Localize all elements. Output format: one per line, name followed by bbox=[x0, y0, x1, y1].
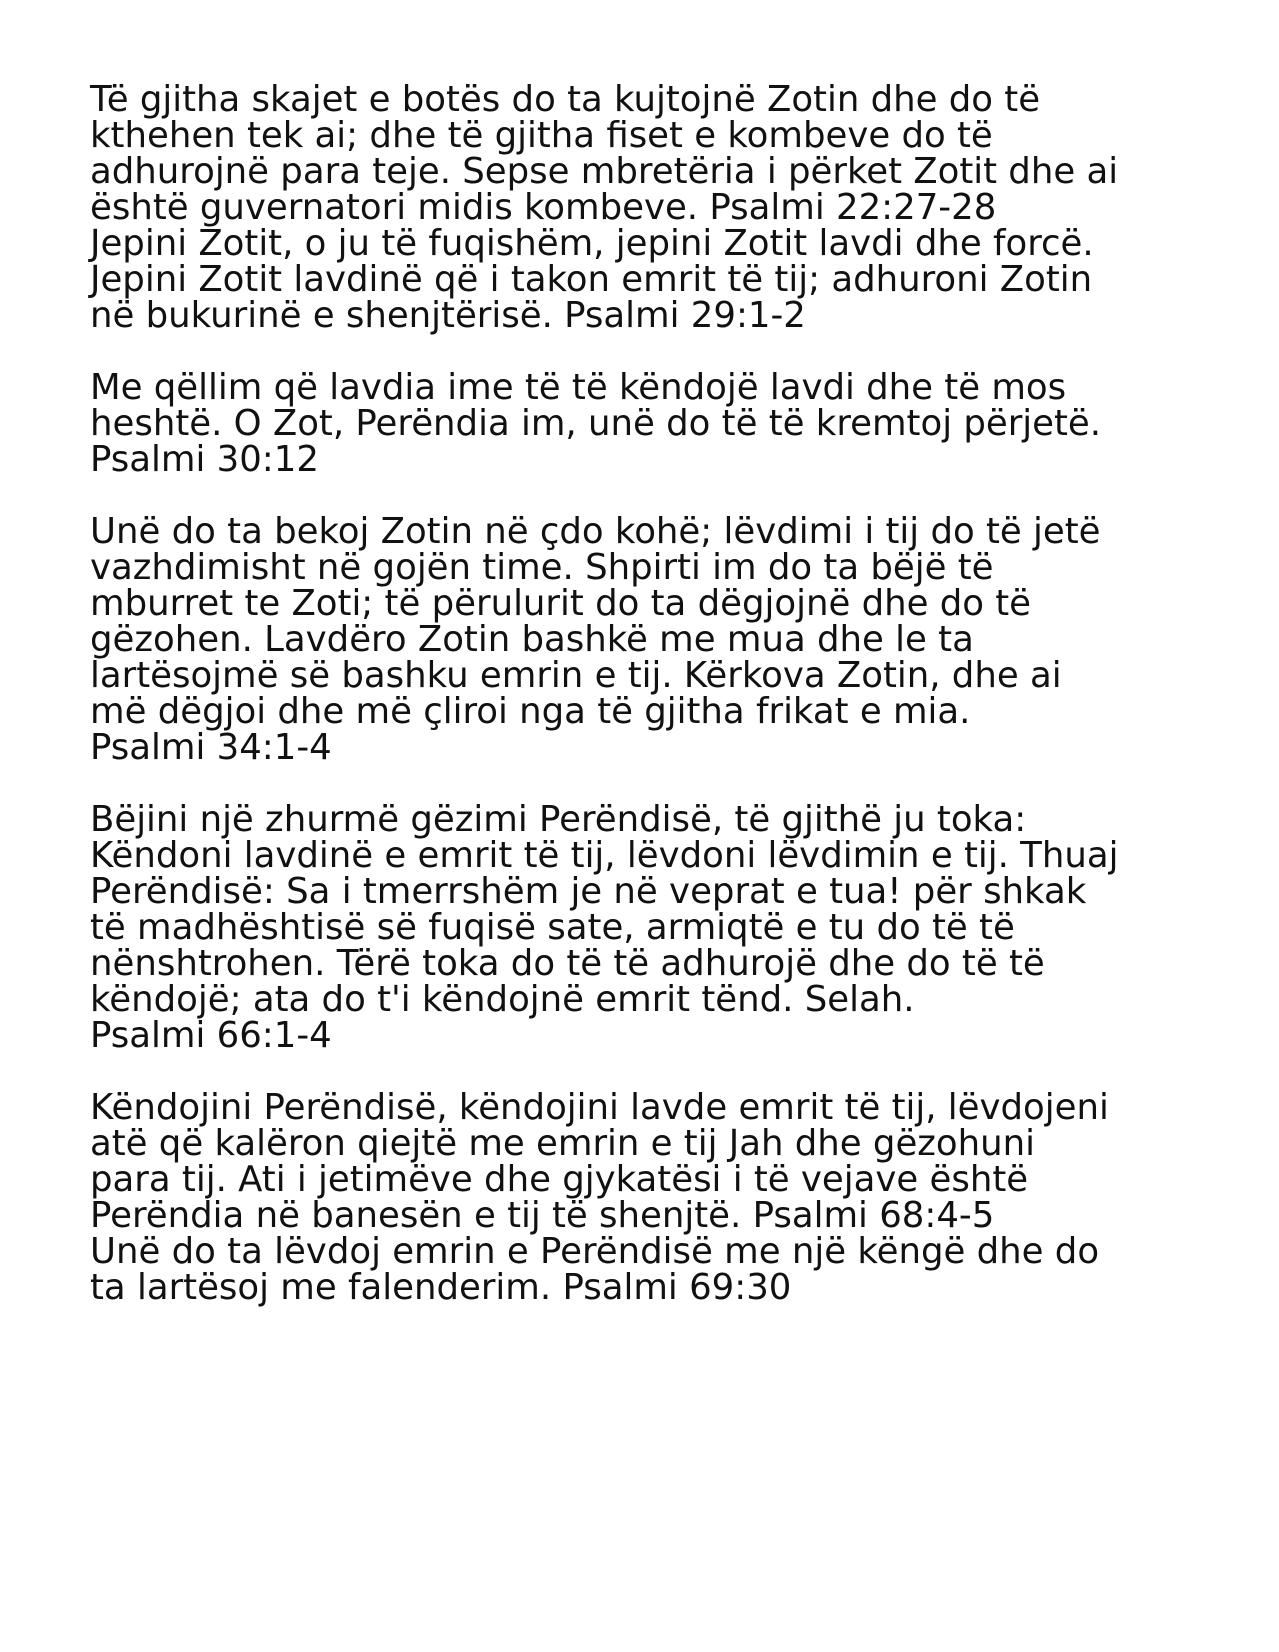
paragraph-gap bbox=[90, 766, 1210, 802]
text-line: në bukurinë e shenjtërisë. Psalmi 29:1-2 bbox=[90, 295, 806, 336]
text-line: Këndojini Perëndisë, këndojini lavde emrit të tij, lëvdojeni bbox=[90, 1087, 1109, 1128]
text-line: ta lartësoj me falenderim. Psalmi 69:30 bbox=[90, 1267, 792, 1308]
text-line: kthehen tek ai; dhe të gjitha fiset e kombeve do të bbox=[90, 115, 993, 156]
paragraph-2 bbox=[90, 367, 1210, 480]
text-line: Jepini Zotit, o ju të fuqishëm, jepini Zotit lavdi dhe forcë. bbox=[90, 223, 1094, 264]
text-line: Psalmi 34:1-4 bbox=[90, 727, 332, 768]
paragraph-3 bbox=[90, 511, 1210, 768]
text-line: është guvernatori midis kombeve. Psalmi 22:27-28 bbox=[90, 187, 997, 228]
text-line: nënshtrohen. Tërë toka do të të adhurojë dhe do të të bbox=[90, 943, 1045, 984]
text-line: Psalmi 30:12 bbox=[90, 439, 319, 480]
text-line: Këndoni lavdinë e emrit të tij, lëvdoni lëvdimin e tij. Thuaj bbox=[90, 835, 1119, 876]
text-line: atë që kalëron qiejtë me emrin e tij Jah dhe gëzohuni bbox=[90, 1123, 1035, 1164]
text-line: Perëndisë: Sa i tmerrshëm je në veprat e tua! për shkak bbox=[90, 871, 1087, 912]
paragraph-gap bbox=[90, 334, 1210, 370]
document-page bbox=[90, 79, 1210, 1308]
text-line: Unë do ta lëvdoj emrin e Perëndisë me një këngë dhe do bbox=[90, 1231, 1100, 1272]
text-line: Perëndia në banesën e tij të shenjtë. Psalmi 68:4-5 bbox=[90, 1195, 995, 1236]
paragraph-1 bbox=[90, 79, 1210, 336]
text-line: heshtë. O Zot, Perëndia im, unë do të të kremtoj përjetë. bbox=[90, 403, 1102, 444]
paragraph-4 bbox=[90, 799, 1210, 1056]
paragraph-5 bbox=[90, 1087, 1210, 1308]
paragraph-gap bbox=[90, 478, 1210, 514]
text-line: Unë do ta bekoj Zotin në çdo kohë; lëvdimi i tij do të jetë bbox=[90, 511, 1101, 552]
paragraph-gap bbox=[90, 1054, 1210, 1090]
text-line: më dëgjoi dhe më çliroi nga të gjitha frikat e mia. bbox=[90, 691, 971, 732]
text-line: mburret te Zoti; të përulurit do ta dëgjojnë dhe do të bbox=[90, 583, 1032, 624]
text-line: Jepini Zotit lavdinë që i takon emrit të tij; adhuroni Zotin bbox=[90, 259, 1093, 300]
text-line: adhurojnë para teje. Sepse mbretëria i përket Zotit dhe ai bbox=[90, 151, 1119, 192]
text-line: lartësojmë së bashku emrin e tij. Kërkova Zotin, dhe ai bbox=[90, 655, 1062, 696]
text-line: të madhështisë së fuqisë sate, armiqtë e tu do të të bbox=[90, 907, 1015, 948]
text-line: Psalmi 66:1-4 bbox=[90, 1015, 332, 1056]
text-line: Të gjitha skajet e botës do ta kujtojnë Zotin dhe do të bbox=[90, 79, 1041, 120]
text-line: para tij. Ati i jetimëve dhe gjykatësi i të vejave është bbox=[90, 1159, 1029, 1200]
text-line: Me qëllim që lavdia ime të të këndojë lavdi dhe të mos bbox=[90, 367, 1067, 408]
text-line: vazhdimisht në gojën time. Shpirti im do ta bëjë të bbox=[90, 547, 994, 588]
text-line: këndojë; ata do t'i këndojnë emrit tënd. Selah. bbox=[90, 979, 915, 1020]
text-line: Bëjini një zhurmë gëzimi Perëndisë, të gjithë ju toka: bbox=[90, 799, 1027, 840]
text-line: gëzohen. Lavdëro Zotin bashkë me mua dhe le ta bbox=[90, 619, 974, 660]
